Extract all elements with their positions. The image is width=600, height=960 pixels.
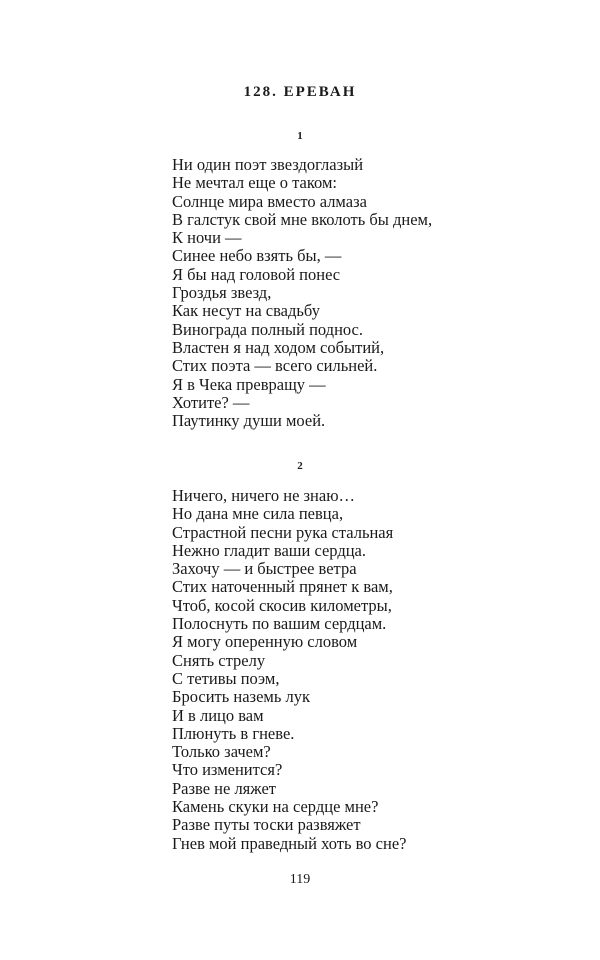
poem-line: Паутинку души моей. xyxy=(172,411,326,431)
poem-line: Солнце мира вместо алмаза xyxy=(172,191,367,211)
poem-line: Стих наточенный прянет к вам, xyxy=(172,577,393,597)
stanza-2 xyxy=(172,487,406,853)
poem-line: Снять стрелу xyxy=(172,650,266,670)
section-number-1: 1 xyxy=(297,130,303,142)
poem-line: Я могу оперенную словом xyxy=(172,632,358,652)
poem-line: Стих поэта — всего сильней. xyxy=(172,356,378,376)
poem-line: Как несут на свадьбу xyxy=(172,301,320,321)
poem-line: Гнев мой праведный хоть во сне? xyxy=(172,833,407,853)
poem-line: В галстук свой мне вколоть бы днем, xyxy=(172,209,433,229)
poem-line: Камень скуки на сердце мне? xyxy=(172,797,379,817)
poem-line: Захочу — и быстрее ветра xyxy=(172,559,357,579)
poem-line: Синее небо взять бы, — xyxy=(172,246,342,266)
poem-line: Но дана мне сила певца, xyxy=(172,504,344,524)
page-number: 119 xyxy=(289,872,311,887)
section-number-2: 2 xyxy=(297,460,303,472)
poem-line: Полоснуть по вашим сердцам. xyxy=(172,614,387,634)
poem-title: 128. ЕРЕВАН xyxy=(243,84,357,100)
poem-line: Ничего, ничего не знаю… xyxy=(172,486,356,505)
poem-line: Страстной песни рука стальная xyxy=(172,522,394,542)
poem-line: Не мечтал еще о таком: xyxy=(172,173,337,193)
poem-line: Что изменится? xyxy=(172,760,283,780)
poem-line: С тетивы поэм, xyxy=(172,668,280,688)
stanza-1 xyxy=(172,156,432,430)
poem-line: Бросить наземь лук xyxy=(172,687,310,707)
poem-line: Хотите? — xyxy=(172,392,250,412)
poem-line: Я бы над головой понес xyxy=(172,264,341,284)
poem-line: И в лицо вам xyxy=(172,705,264,725)
poem-line: Разве путы тоски развяжет xyxy=(172,815,361,835)
poem-line: К ночи — xyxy=(172,228,242,248)
poem-line: Разве не ляжет xyxy=(172,778,276,798)
poem-line: Властен я над ходом событий, xyxy=(172,337,385,357)
poem-line: Плюнуть в гневе. xyxy=(172,723,295,743)
poem-line: Чтоб, косой скосив километры, xyxy=(172,595,392,615)
poem-line: Гроздья звезд, xyxy=(172,283,272,303)
poem-line: Нежно гладит ваши сердца. xyxy=(172,540,367,560)
poem-line: Я в Чека превращу — xyxy=(172,374,326,394)
poem-line: Ни один поэт звездоглазый xyxy=(172,155,364,174)
poem-line: Только зачем? xyxy=(172,742,271,762)
poem-line: Винограда полный поднос. xyxy=(172,319,364,339)
